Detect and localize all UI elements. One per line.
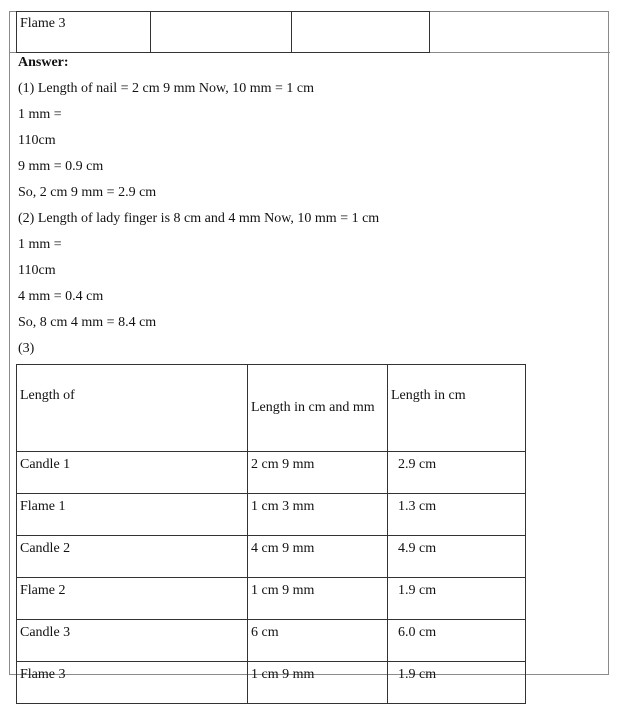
table-cell: 1.3 cm — [388, 494, 526, 536]
table-cell: Candle 1 — [17, 452, 248, 494]
table-cell: 6.0 cm — [388, 620, 526, 662]
answer-line: 4 mm = 0.4 cm — [18, 289, 104, 304]
table-cell: Flame 3 — [17, 662, 248, 704]
answer-line: 110cm — [18, 133, 56, 148]
table-header-row — [17, 365, 526, 452]
table-row — [17, 12, 430, 53]
table-cell: 4 cm 9 mm — [248, 536, 388, 578]
length-conversion-table — [16, 364, 526, 704]
answer-line: 1 mm = — [18, 107, 62, 122]
table-row — [17, 662, 526, 704]
table-row — [17, 620, 526, 662]
table-row — [17, 536, 526, 578]
table-cell: 6 cm — [248, 620, 388, 662]
answer-line: (1) Length of nail = 2 cm 9 mm Now, 10 mm = 1 cm — [18, 81, 315, 96]
answer-line: So, 8 cm 4 mm = 8.4 cm — [18, 315, 157, 330]
answer-heading: Answer: — [18, 55, 69, 70]
answer-line: So, 2 cm 9 mm = 2.9 cm — [18, 185, 157, 200]
table-cell — [292, 12, 430, 53]
table-cell: Flame 1 — [17, 494, 248, 536]
table-row — [17, 578, 526, 620]
answer-line: 9 mm = 0.9 cm — [18, 159, 104, 174]
table-cell: Flame 3 — [17, 12, 151, 53]
answer-line: (3) — [18, 341, 35, 356]
column-header: Length in cm and mm — [248, 365, 388, 452]
table-row — [17, 452, 526, 494]
answer-line: 110cm — [18, 263, 56, 278]
column-header: Length in cm — [388, 365, 526, 452]
table-cell: 1 cm 9 mm — [248, 578, 388, 620]
table-cell: 2 cm 9 mm — [248, 452, 388, 494]
table-cell: 1.9 cm — [388, 662, 526, 704]
column-header: Length of — [17, 365, 248, 452]
answer-line: 1 mm = — [18, 237, 62, 252]
table-cell: 1 cm 3 mm — [248, 494, 388, 536]
table-cell — [151, 12, 292, 53]
table-cell: 4.9 cm — [388, 536, 526, 578]
table-cell: Flame 2 — [17, 578, 248, 620]
table-cell: 1 cm 9 mm — [248, 662, 388, 704]
table-row — [17, 494, 526, 536]
table-cell: 1.9 cm — [388, 578, 526, 620]
table-cell: Candle 2 — [17, 536, 248, 578]
table-cell: 2.9 cm — [388, 452, 526, 494]
answer-line: (2) Length of lady finger is 8 cm and 4 mm Now, 10 mm = 1 cm — [18, 211, 380, 226]
table-cell: Candle 3 — [17, 620, 248, 662]
answer-section — [18, 54, 379, 366]
previous-table-fragment — [16, 11, 430, 53]
